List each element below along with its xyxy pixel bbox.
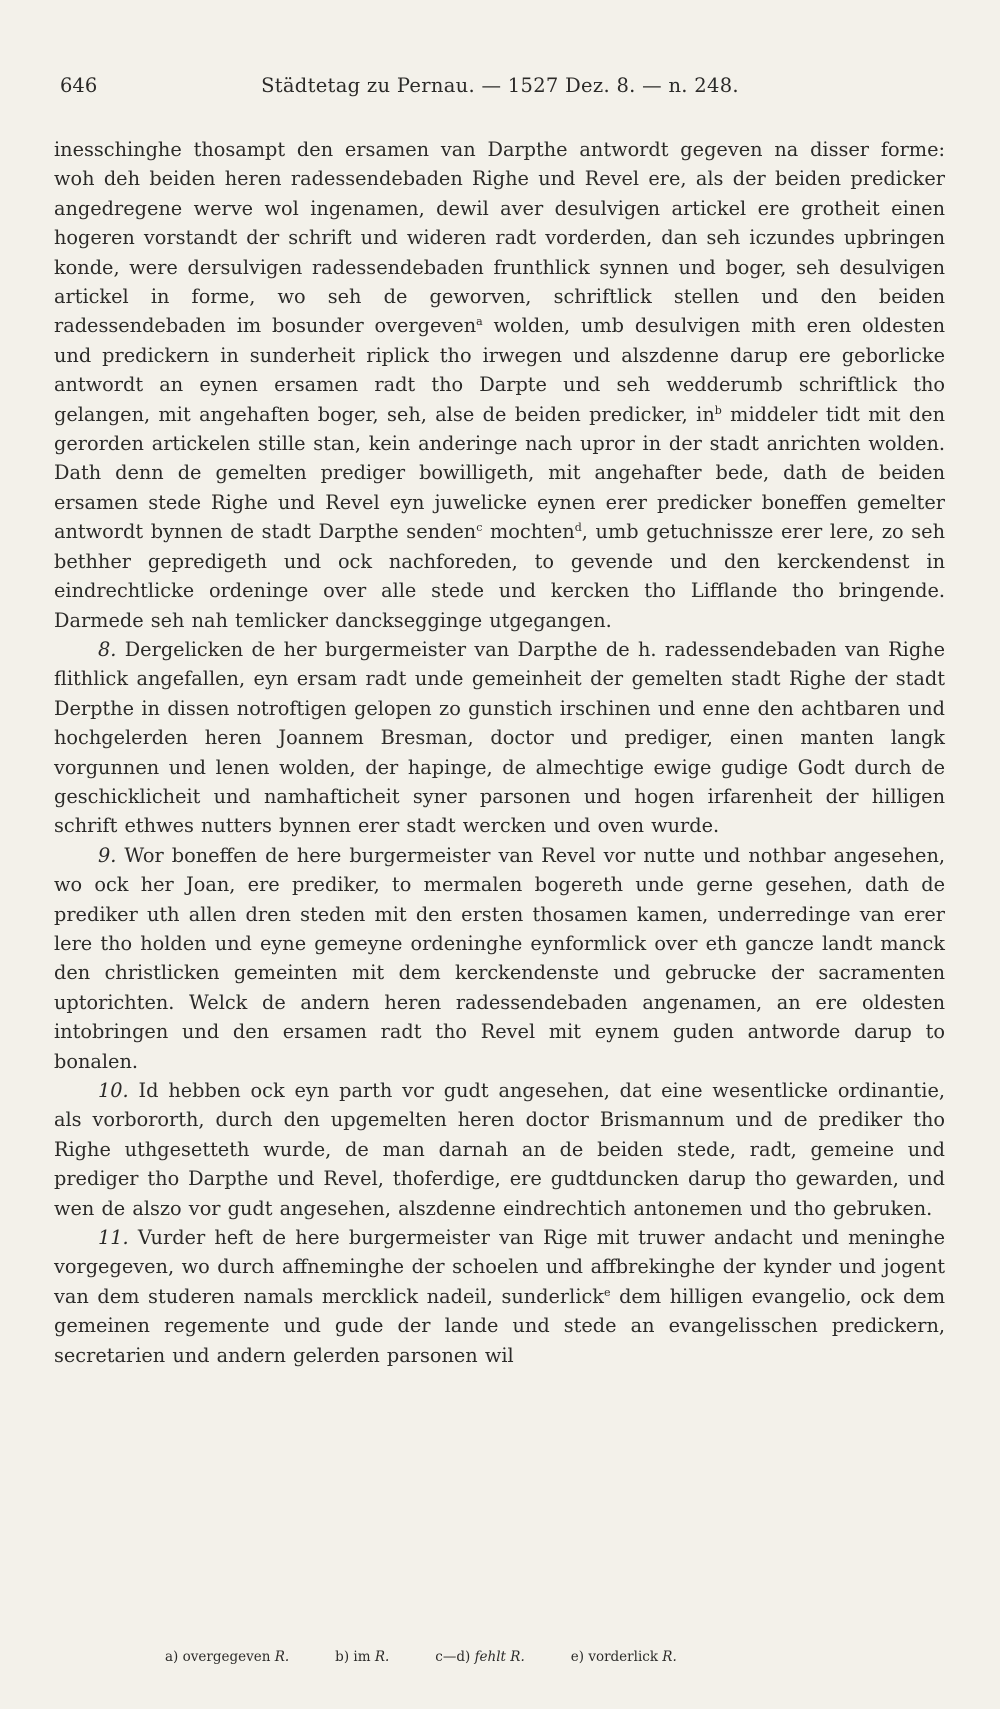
page-header [60,74,940,114]
footnote-source: R. [510,1649,525,1665]
footnote-source: R. [662,1649,677,1665]
footnote-text: im [353,1649,371,1665]
text-run: wolden, umb desulvigen mith eren oldesten und predickern in sunderheit riplick tho irwegen und alszdenne darup ere geborlicke antwordt an eynen ersamen radt tho Darpte und seh wedderumb schriftlick tho gelangen, mit angehaften boger, seh, alse de beiden predicker, in [54,314,945,426]
footnotes [165,1649,805,1665]
paragraph-number: 10. [98,1079,129,1102]
paragraph-continuation [54,135,945,635]
footnote-text: overgegeven [182,1649,271,1665]
footnote-mark: c—d) [435,1649,471,1665]
footnote-ref-c: c [476,521,483,535]
footnote-mark: b) [335,1649,350,1665]
footnote-text: fehlt [474,1649,506,1665]
text-run: Vurder heft de here burgermeister van Rige mit truwer andacht und meninghe vorgegeven, wo durch affneminghe der schoelen und affbrekinghe der kynder und jogent van dem studeren namals mercklick nadeil, sunderlick [54,1226,945,1308]
text-run: mochten [482,520,575,544]
text-run: middeler tidt mit den gerorden artickelen stille stan, kein anderinge nach upror in der stadt anrichten wolden. Dath denn de gemelten prediger bowilligeth, mit angehafter bede, dath de beiden ersamen stede Righe und Revel eyn juwelicke eynen erer predicker boneffen gemelter antwordt bynnen de stadt Darpthe senden [54,402,945,544]
footnote-source: R. [374,1649,390,1665]
running-head: Städtetag zu Pernau. — 1527 Dez. 8. — n. 248. [261,74,739,97]
footnote-e [571,1649,677,1665]
paragraph-8 [54,635,945,841]
paragraph-10 [54,1076,945,1223]
text-run: inesschinghe thosampt den ersamen van Darpthe antwordt gegeven na disser forme: woh deh beiden heren radessendebaden Righe und Revel ere, als der beiden predicker angedregene werve wol ingenamen, dewil aver desulvigen artickel ere grotheit einen hogeren vorstandt der schrift und wideren radt vorderden, dan seh iczundes upbringen konde, were dersulvigen radessendebaden frunthlick synnen und boger, seh desulvigen artickel in forme, wo seh de geworven, schriftlick stellen und den beiden radessendebaden im bosunder overgeven [54,138,945,338]
footnote-ref-a: a [476,315,483,329]
paragraph-number: 8. [98,637,117,661]
footnote-mark: a) [165,1649,179,1665]
footnote-cd [435,1649,524,1665]
footnote-ref-e: e [603,1285,611,1299]
footnote-ref-d: d [574,521,582,535]
footnote-text: vorderlick [588,1649,658,1665]
body-text [54,135,945,1370]
footnote-ref-b: b [714,403,722,417]
page-number: 646 [60,74,98,97]
text-run: , umb getuchnissze erer lere, zo seh bethher gepredigeth und ock nachforeden, to gevende und den kerckendenst in eindrechtlicke ordeninge over alle stede und kercken tho Lifflande tho bringende. Darmede seh nah temlicker dancksegginge utgegangen. [54,520,945,632]
paragraph-11 [54,1223,945,1370]
paragraph-number: 11. [98,1226,129,1250]
footnote-a [165,1649,289,1665]
paragraph-number: 9. [98,843,117,867]
footnote-source: R. [274,1649,290,1665]
footnote-mark: e) [570,1649,585,1665]
footnote-b [335,1649,389,1665]
text-run: Dergelicken de her burgermeister van Darpthe de h. radessendebaden van Righe flithlick angefallen, eyn ersam radt unde gemeinheit der gemelten stadt Righe der stadt Derpthe in dissen notroftigen gelopen zo gunstich irschinen und enne den achtbaren und hochgelerden heren Joannem Bresman, doctor und prediger, einen manten langk vorgunnen und lenen wolden, der hapinge, de almechtige ewige gudige Godt durch de geschicklicheit und namhafticheit syner parsonen und hogen irfarenheit der hilligen schrift ethwes nutters bynnen erer stadt wercken und oven wurde. [54,637,945,838]
text-run: dem hilligen evangelio, ock dem gemeinen regemente und gude der lande und stede an evangelisschen predickern, secretarien und andern gelerden parsonen wil [54,1284,945,1367]
paragraph-9 [54,841,945,1076]
text-run: Wor boneffen de here burgermeister van Revel vor nutte und nothbar angesehen, wo ock her Joan, ere prediker, to mermalen bogereth unde gerne gesehen, dath de prediker uth allen dren steden mit den ersten thosamen kamen, underredinge van erer lere tho holden und eyne gemeyne ordeninghe eynformlick over eth gancze landt manck den christlicken gemeinten mit dem kerckendenste und gebrucke der sacramenten uptorichten. Welck de andern heren radessendebaden angenamen, an ere oldesten intobringen und den ersamen radt tho Revel mit eynem guden antworde darup to bonalen. [54,843,945,1073]
text-run: Id hebben ock eyn parth vor gudt angesehen, dat eine wesentlicke ordinantie, als vorbororth, durch den upgemelten heren doctor Brismannum und de prediker tho Righe uthgesetteth wurde, de man darnah an de beiden stede, radt, gemeine und prediger tho Darpthe und Revel, thoferdige, ere gudtduncken darup tho gewarden, und wen de alszo vor gudt angesehen, alszdenne eindrechtich antonemen und tho gebruken. [54,1079,945,1220]
